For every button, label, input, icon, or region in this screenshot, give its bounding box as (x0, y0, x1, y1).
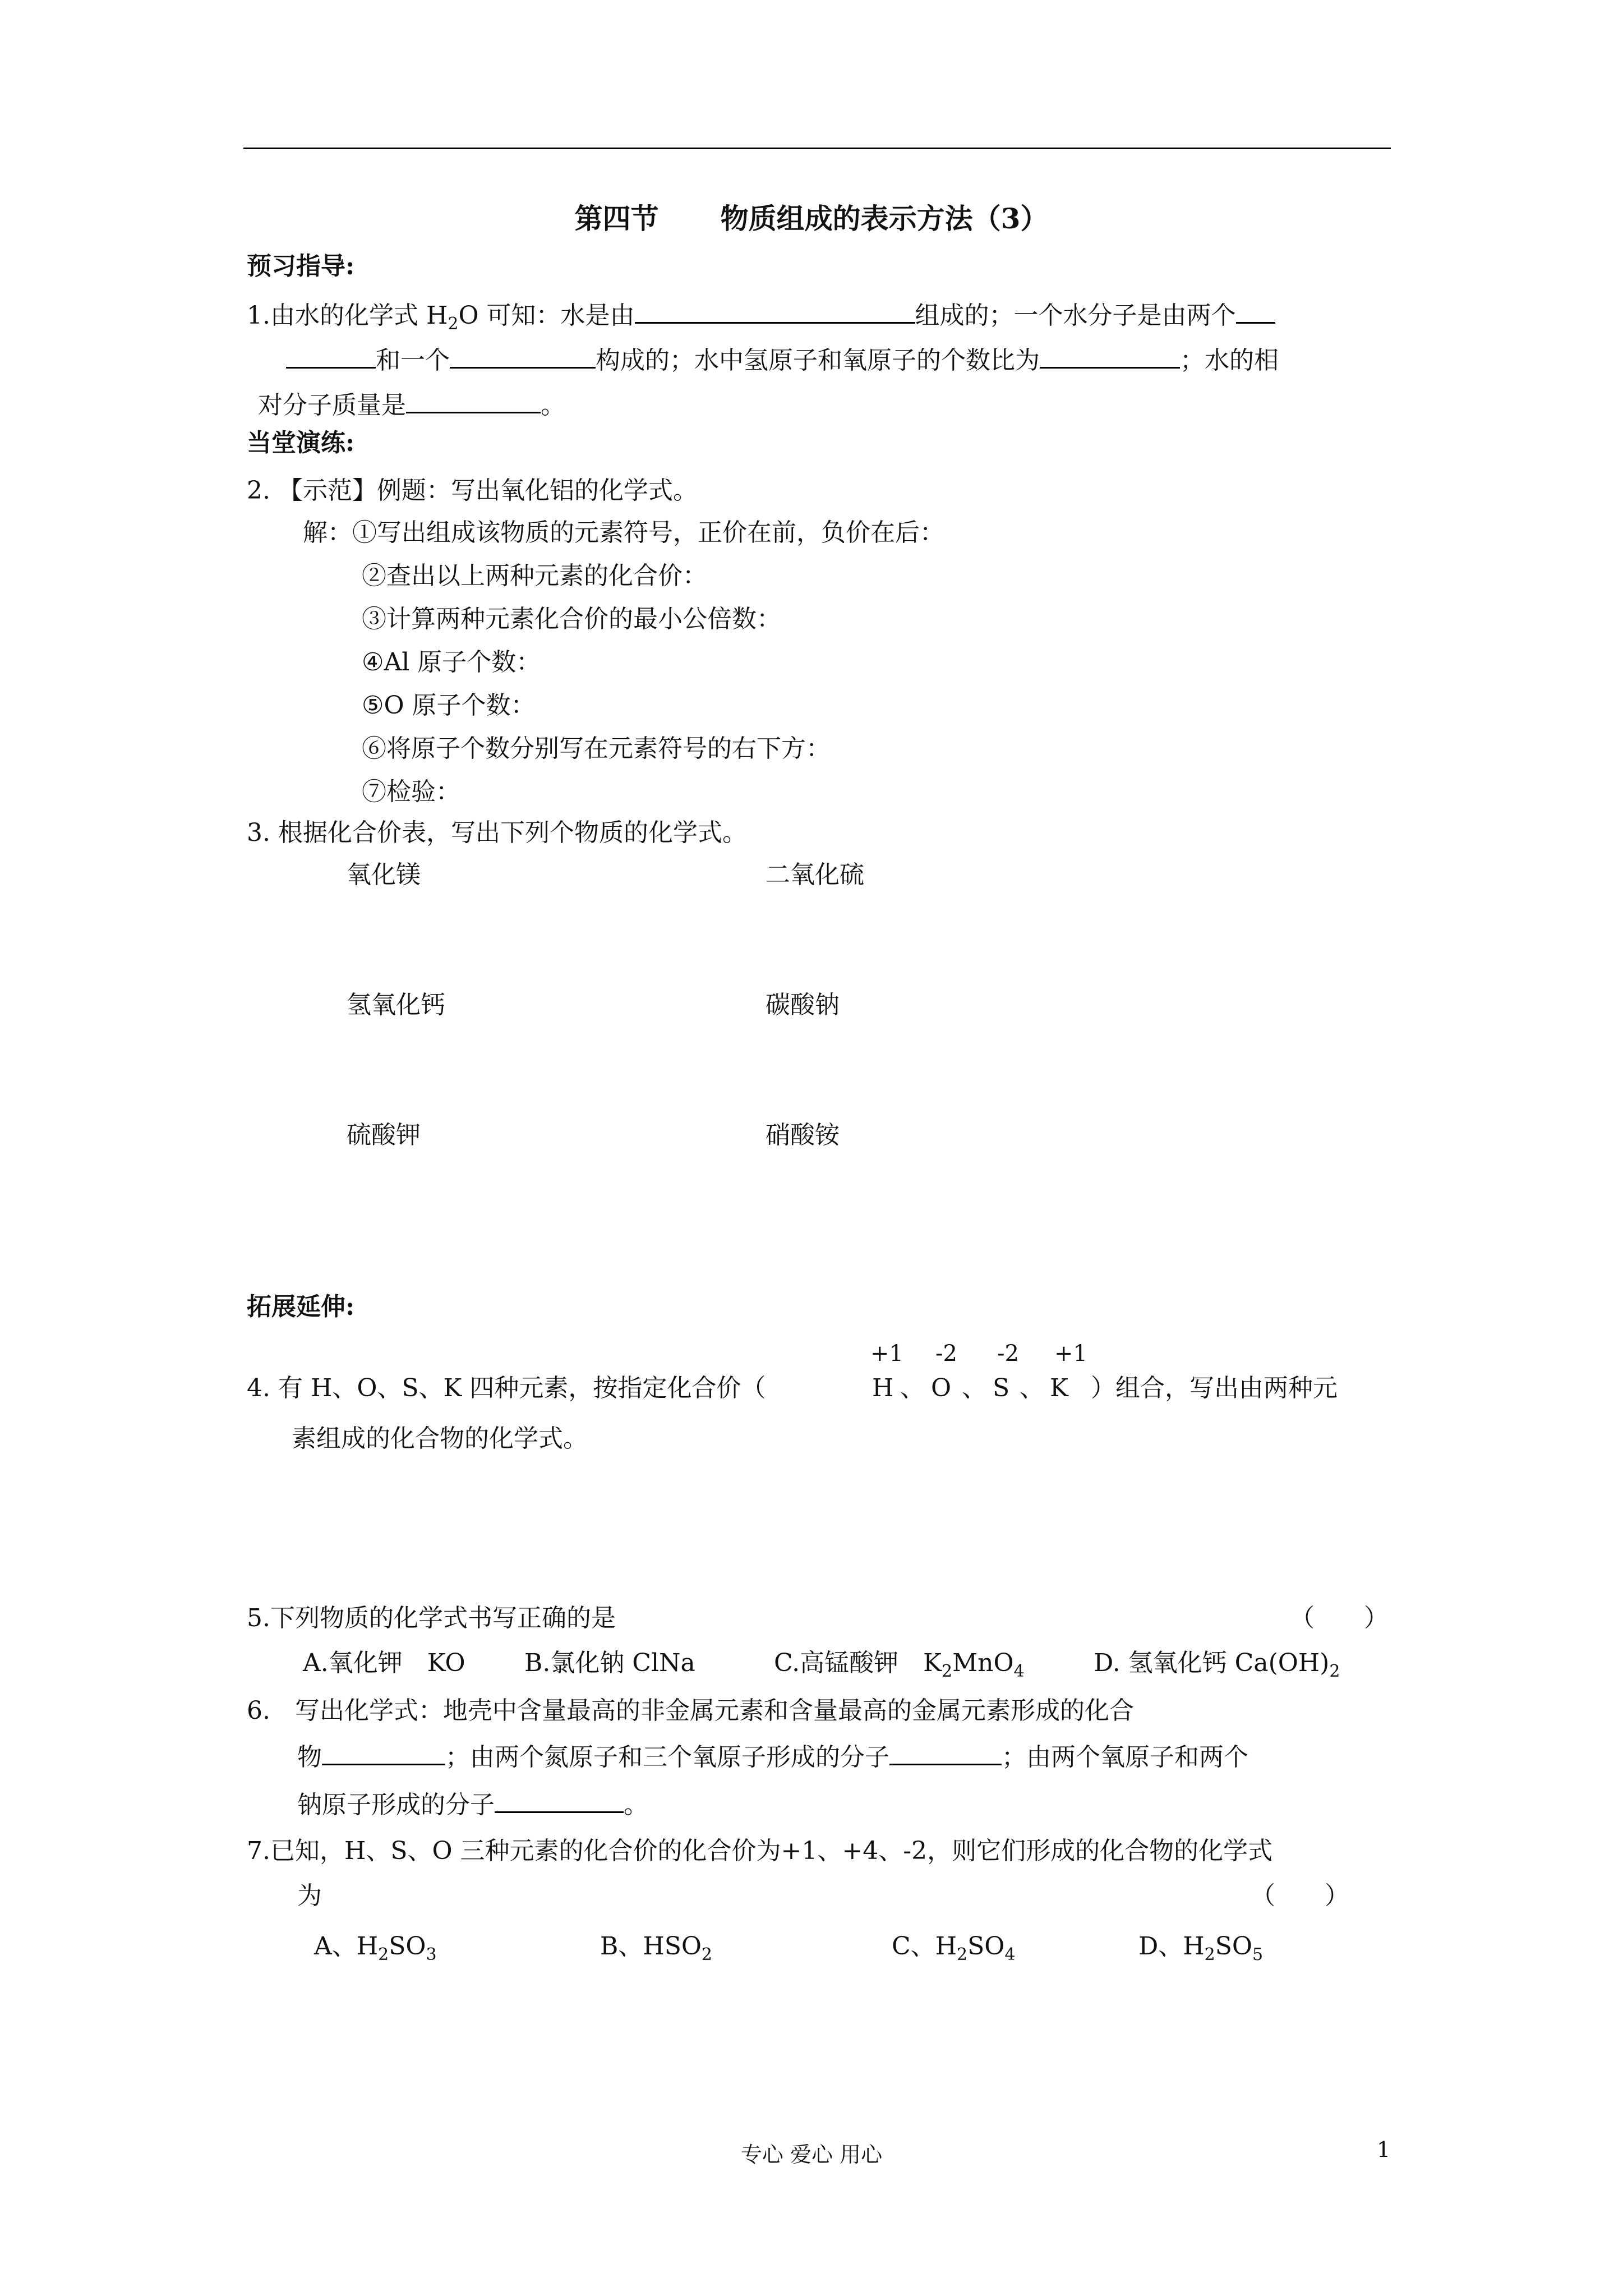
q5-stem: 5.下列物质的化学式书写正确的是 (247, 1604, 616, 1632)
q3-item: 碳酸钠 (766, 991, 840, 1019)
q4-element-s: S (993, 1374, 1010, 1402)
q5-answer-paren[interactable]: （ ） (1290, 1604, 1389, 1632)
q1-line1: 1.由水的化学式 $H_2O$ 可知：水是由 组成的；一个水分子是由两个 (247, 297, 1275, 333)
q2-step-4: ④Al 原子个数： (362, 648, 541, 677)
q7-line2: 为 (297, 1881, 322, 1910)
valence-s: -2 (997, 1341, 1019, 1366)
q4-suffix: ）组合，写出由两种元 (1091, 1374, 1338, 1402)
q4-sep: 、 (962, 1374, 986, 1402)
title-section: 第四节 (574, 202, 659, 235)
page-number: 1 (1377, 2137, 1391, 2162)
section-preview: 预习指导: (247, 252, 355, 280)
q2-head: 2. 【示范】例题：写出氧化铝的化学式。 (247, 476, 698, 505)
q5-option-d[interactable]: D. 氢氧化钙 $Ca(OH)_2$ (1094, 1649, 1340, 1681)
q3-item: 二氧化硫 (766, 861, 864, 889)
valence-o: -2 (935, 1341, 957, 1366)
q4-sep: 、 (1020, 1374, 1044, 1402)
q3-item: 氧化镁 (347, 861, 421, 889)
q4-line1: 4. 有 H、O、S、K 四种元素，按指定化合价（ (247, 1374, 766, 1402)
q6-line3: 钠原子形成的分子 。 (297, 1787, 648, 1822)
q2-step-7: ⑦检验： (362, 777, 460, 806)
header-rule (243, 148, 1391, 149)
q6-blank-1[interactable] (322, 1739, 445, 1765)
title-topic: 物质组成的表示方法（3） (720, 202, 1049, 235)
q4-element-h: H (872, 1374, 894, 1402)
q5-option-c[interactable]: C.高锰酸钾 $K_2MnO_4$ (774, 1649, 1025, 1681)
q1-blank-c[interactable] (450, 342, 596, 369)
q6-line2: 物 ；由两个氮原子和三个氧原子形成的分子 ；由两个氧原子和两个 (297, 1739, 1248, 1774)
q7-option-b[interactable]: B、$HSO_2$ (600, 1932, 713, 1964)
section-extension: 拓展延伸: (247, 1292, 355, 1321)
q1-line2: 和一个 构成的；水中氢原子和氧原子的个数比为 ；水的相 (286, 342, 1279, 378)
q4-sep: 、 (900, 1374, 925, 1402)
q1-blank-mass[interactable] (406, 387, 541, 413)
q7-option-d[interactable]: D、$H_2SO_5$ (1138, 1932, 1264, 1964)
q3-item: 氢氧化钙 (347, 991, 445, 1019)
page-title (0, 196, 1623, 237)
q1-blank-b[interactable] (286, 342, 376, 369)
section-practice: 当堂演练: (247, 429, 355, 457)
q6-blank-2[interactable] (889, 1739, 1002, 1765)
q7-option-c[interactable]: C、$H_2SO_4$ (892, 1932, 1016, 1964)
q1-line3: 对分子质量是 。 (258, 387, 565, 422)
q3-head: 3. 根据化合价表，写出下列个物质的化学式。 (247, 818, 747, 847)
q1-blank-a[interactable] (1236, 297, 1275, 324)
q6-line1: 6. 写出化学式：地壳中含量最高的非金属元素和含量最高的金属元素形成的化合 (247, 1696, 1134, 1725)
q1-blank-ratio[interactable] (1040, 342, 1180, 369)
q7-option-a[interactable]: A、$H_2SO_3$ (314, 1932, 437, 1964)
q7-line1: 7.已知，H、S、O 三种元素的化合价的化合价为+1、+4、-2，则它们形成的化合物的化学式 (247, 1837, 1273, 1865)
footer-motto: 专心 爱心 用心 (740, 2142, 883, 2167)
valence-k: +1 (1054, 1341, 1087, 1366)
q6-blank-3[interactable] (495, 1787, 624, 1813)
q2-step-3: ③计算两种元素化合价的最小公倍数： (362, 605, 781, 633)
q7-answer-paren[interactable]: （ ） (1251, 1881, 1349, 1910)
q4-element-o: O (931, 1374, 952, 1402)
q2-step-2: ②查出以上两种元素的化合价： (362, 562, 707, 590)
q2-step-6: ⑥将原子个数分别写在元素符号的右下方： (362, 734, 831, 763)
q4-line2: 素组成的化合物的化学式。 (292, 1424, 588, 1453)
q2-step-5: ⑤O 原子个数： (362, 691, 536, 720)
q4-element-k: K (1050, 1374, 1068, 1402)
q2-step-1: 解：①写出组成该物质的元素符号，正价在前，负价在后： (303, 518, 944, 547)
valence-h: +1 (870, 1341, 903, 1366)
q5-option-a[interactable]: A.氧化钾 KO (303, 1649, 465, 1677)
q5-option-b[interactable]: B.氯化钠 ClNa (524, 1649, 695, 1677)
q3-item: 硫酸钾 (347, 1121, 421, 1149)
q3-item: 硝酸铵 (766, 1121, 840, 1149)
q1-blank-composition[interactable] (635, 297, 915, 324)
